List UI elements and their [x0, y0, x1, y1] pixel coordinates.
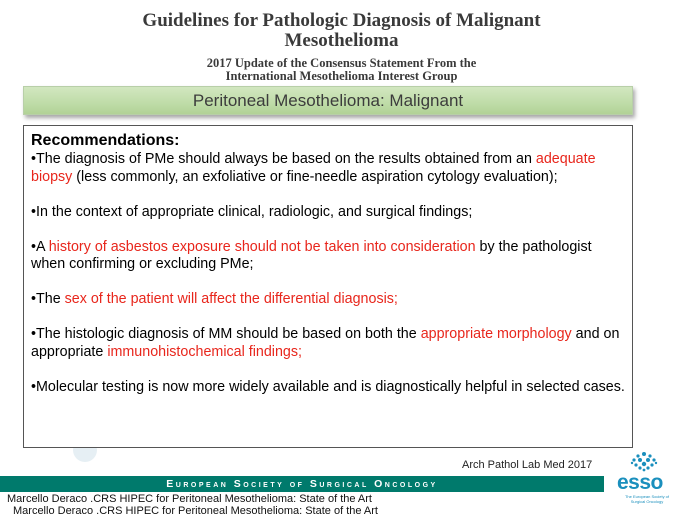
- page-title-line2: Mesothelioma: [284, 30, 399, 51]
- footer-note-duplicate: Marcello Deraco .CRS HIPEC for Peritoneal Mesothelioma: State of the Art: [13, 505, 378, 517]
- recommendation-item: •In the context of appropriate clinical, radiologic, and surgical findings;: [31, 203, 473, 220]
- esso-logo-subtext: The European Society of Surgical Oncology: [624, 494, 670, 504]
- page-title-line1: Guidelines for Pathologic Diagnosis of Malignant: [142, 10, 541, 31]
- section-banner: Peritoneal Mesothelioma: Malignant: [23, 86, 633, 115]
- recommendations-heading: Recommendations:: [31, 132, 180, 149]
- subtitle-line2: International Mesothelioma Interest Group: [225, 69, 458, 83]
- recommendation-item: •The histologic diagnosis of MM should be based on both the appropriate morphology and on appropriate immunohistochemical findings;: [31, 326, 620, 360]
- recommendation-item: •Molecular testing is now more widely available and is diagnostically helpful in selected cases.: [31, 378, 625, 395]
- society-name: European Society of Surgical Oncology: [166, 478, 438, 490]
- footer-note: Marcello Deraco .CRS HIPEC for Peritoneal Mesothelioma: State of the Art: [7, 493, 372, 505]
- recommendations-box: [23, 125, 633, 448]
- citation: Arch Pathol Lab Med 2017: [462, 459, 593, 471]
- recommendation-item: •The diagnosis of PMe should always be based on the results obtained from an adequate biopsy (less commonly, an exfoliative or fine-needle aspiration cytology evaluation);: [31, 151, 596, 185]
- recommendation-item: •The sex of the patient will affect the differential diagnosis;: [31, 291, 398, 307]
- subtitle-line1: 2017 Update of the Consensus Statement From the: [206, 56, 477, 70]
- esso-logo-word: esso: [617, 471, 663, 494]
- recommendation-item: •A history of asbestos exposure should not be taken into consideration by the pathologist when confirming or excluding PMe;: [31, 238, 592, 272]
